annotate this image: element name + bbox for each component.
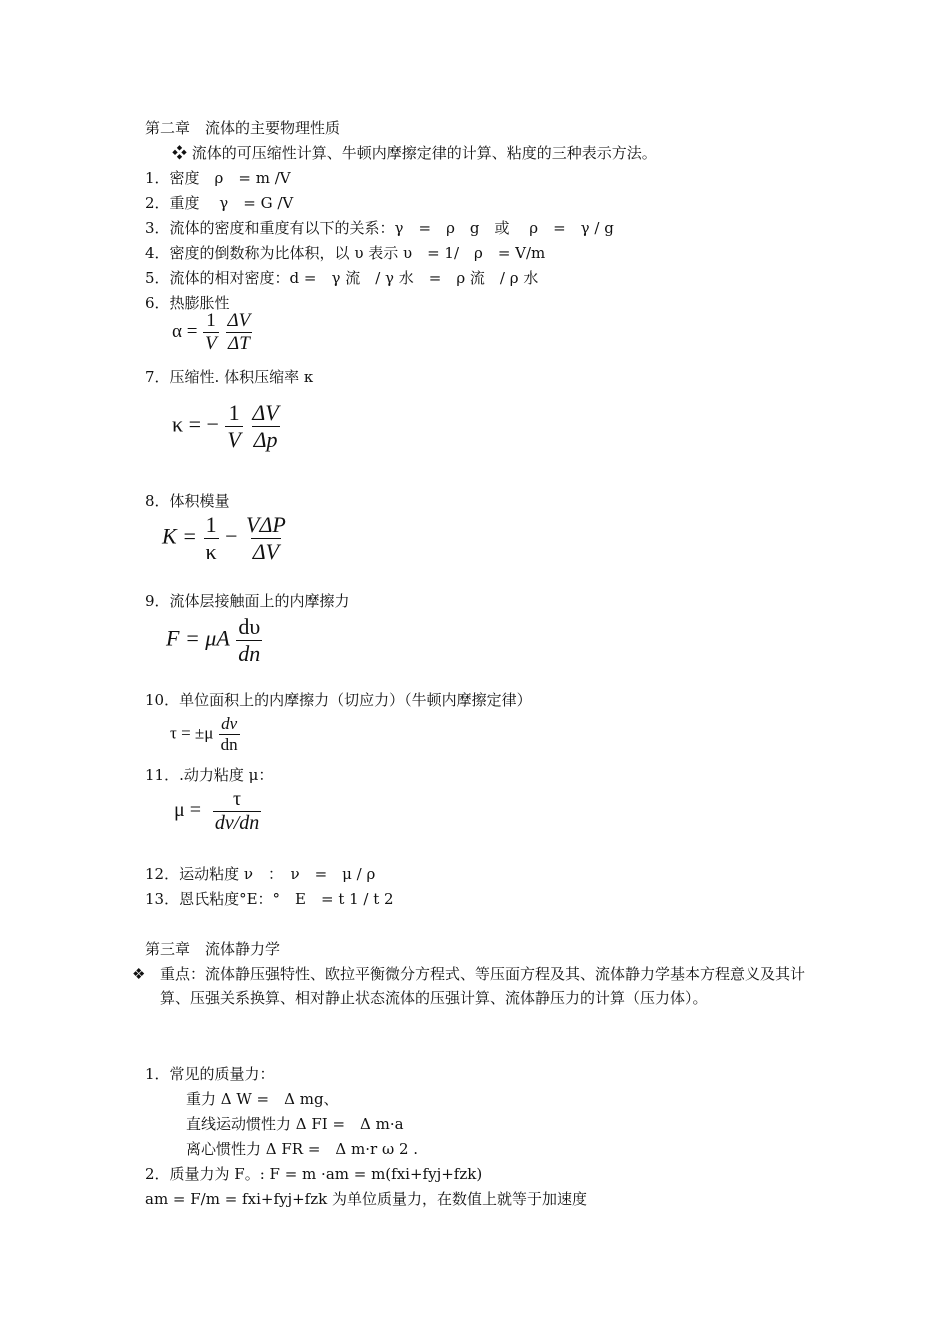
formula-den: V	[227, 427, 241, 452]
formula-num: τ	[233, 788, 242, 810]
formula-den: dn	[220, 735, 238, 754]
formula-lhs: κ = −	[172, 411, 219, 437]
formula-num: 1	[205, 512, 217, 537]
chapter2-title: 第二章 流体的主要物理性质	[145, 119, 341, 137]
formula-num: dv	[221, 714, 238, 733]
formula-num: VΔP	[246, 512, 286, 537]
item-specific-weight: 2．重度 γ = G /V	[145, 194, 294, 212]
chapter3-title: 第三章 流体静力学	[145, 940, 281, 958]
formula-num: dυ	[238, 614, 261, 639]
item-relative-density: 5．流体的相对密度：d = γ 流 / γ 水 = ρ 流 / ρ 水	[145, 269, 539, 287]
formula-den: ΔV	[252, 539, 280, 564]
formula-num: 1	[206, 310, 216, 331]
chapter2-key-points: ❖ 流体的可压缩性计算、牛顿内摩擦定律的计算、粘度的三种表示方法。	[172, 144, 657, 162]
formula-compressibility	[172, 400, 282, 453]
formula-den: V	[205, 333, 217, 354]
formula-lhs: K =	[162, 523, 198, 549]
item-bulk-modulus: 8．体积模量	[145, 492, 230, 510]
formula-lhs: F = μA	[166, 625, 230, 651]
formula-den: κ	[205, 539, 217, 564]
formula-bulk-modulus	[162, 512, 289, 565]
formula-lhs: α =	[172, 320, 198, 342]
item-mass-force-formula: 2．质量力为 F。: F = m ·am = m(fxi+fyj+fzk)	[145, 1165, 483, 1183]
formula-den: Δp	[253, 427, 278, 452]
item-internal-friction: 9．流体层接触面上的内摩擦力	[145, 592, 350, 610]
item-shear-stress: 10．单位面积上的内摩擦力（切应力）（牛顿内摩擦定律）	[145, 691, 532, 709]
item-dynamic-viscosity: 11．.动力粘度 μ：	[145, 766, 274, 784]
item-thermal-expansion: 6．热膨胀性	[145, 294, 230, 312]
formula-den: ΔT	[228, 333, 250, 354]
item-mass-forces: 1．常见的质量力：	[145, 1065, 275, 1083]
formula-num: ΔV	[227, 310, 251, 331]
item-centrifugal-inertia: 离心惯性力 Δ FR = Δ m·r ω 2 .	[186, 1140, 419, 1158]
item-linear-inertia: 直线运动惯性力 Δ FI = Δ m·a	[186, 1115, 404, 1133]
formula-internal-friction	[166, 614, 263, 667]
formula-num: 1	[228, 400, 240, 425]
formula-lhs: τ = ±μ	[170, 723, 214, 743]
item-density-weight-relation: 3．流体的密度和重度有以下的关系：γ = ρ g 或 ρ = γ / g	[145, 219, 614, 237]
item-unit-mass-force: am = F/m = fxi+fyj+fzk 为单位质量力，在数值上就等于加速度	[145, 1190, 587, 1208]
item-compressibility: 7．压缩性. 体积压缩率 κ	[145, 368, 314, 386]
formula-den: dn	[238, 641, 261, 666]
formula-den: dv/dn	[214, 812, 260, 834]
bullet-icon: ❖	[132, 965, 146, 983]
item-engler-viscosity: 13．恩氏粘度°E：° E = t 1 / t 2	[145, 890, 394, 908]
formula-num: ΔV	[252, 400, 279, 425]
item-gravity: 重力 Δ W = Δ mg、	[186, 1090, 339, 1108]
formula-dynamic-viscosity	[174, 788, 268, 835]
formula-minus: −	[225, 523, 238, 549]
formula-lhs: μ =	[174, 799, 202, 822]
formula-thermal-expansion	[172, 310, 253, 355]
item-specific-volume: 4．密度的倒数称为比体积，以 υ 表示 υ = 1/ ρ = V/m	[145, 244, 546, 262]
item-kinematic-viscosity: 12．运动粘度 ν ： ν = μ / ρ	[145, 865, 376, 883]
chapter3-key-points: 重点：流体静压强特性、欧拉平衡微分方程式、等压面方程及其、流体静力学基本方程意义及其计算、压强关系换算、相对静止状态流体的压强计算、流体静压力的计算（压力体）。	[160, 965, 806, 1007]
formula-shear-stress	[170, 714, 241, 755]
item-density: 1．密度 ρ = m /V	[145, 169, 291, 187]
